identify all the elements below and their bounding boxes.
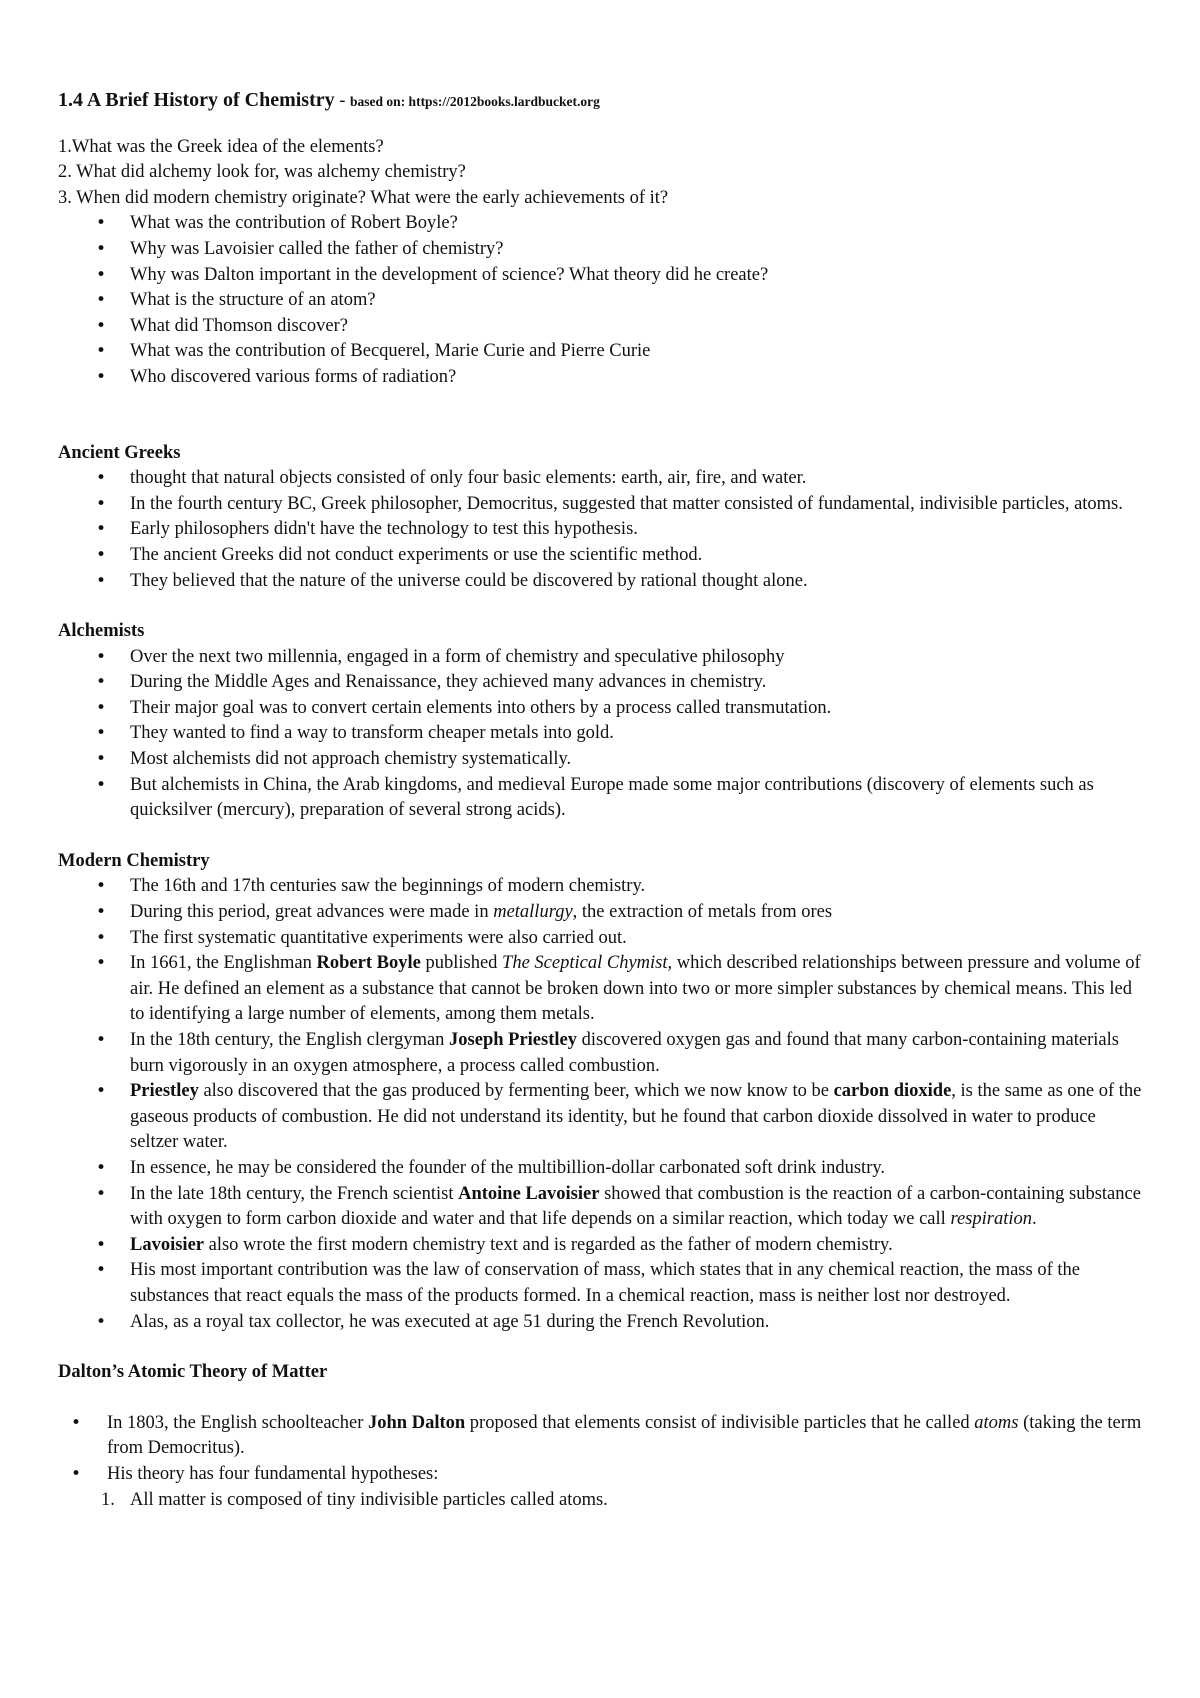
alchemists-list	[58, 645, 1148, 824]
list-item	[58, 1233, 1148, 1259]
question-item: 3. When did modern chemistry originate? What were the early achievements of it?	[58, 187, 669, 208]
list-item	[58, 926, 1148, 952]
item-text: In 1803, the English schoolteacher	[107, 1412, 368, 1433]
sub-question-list	[58, 211, 1148, 390]
name-antoine-lavoisier: Antoine Lavoisier	[458, 1183, 600, 1204]
list-item: • They believed that the nature of the universe could be discovered by rational thought alone.	[58, 569, 1148, 595]
sub-question-item: • What did Thomson discover?	[58, 314, 1148, 340]
document-content	[58, 88, 1148, 1513]
list-item	[58, 1462, 1148, 1488]
source-note: based on: https://2012books.lardbucket.org	[350, 94, 600, 109]
item-text: proposed that elements consist of indivisible particles that he called	[465, 1412, 975, 1433]
term-respiration: respiration	[950, 1209, 1032, 1230]
list-item	[58, 1258, 1148, 1309]
list-item: • In the fourth century BC, Greek philosopher, Democritus, suggested that matter consisted of fundamental, indivisible particles, atoms.	[58, 492, 1148, 518]
item-text: During this period, great advances were made in	[130, 902, 494, 923]
item-text: showed that combustion is the reaction of a carbon-containing substance with oxygen to form carbon dioxide and water and that life depends on a similar reaction, which today we call	[130, 1183, 1141, 1230]
spacer	[58, 594, 1148, 619]
hypothesis-list	[58, 1488, 1148, 1514]
spacer	[58, 391, 1148, 441]
question-item: 2. What did alchemy look for, was alchemy chemistry?	[58, 162, 466, 183]
list-item: • The ancient Greeks did not conduct experiments or use the scientific method.	[58, 543, 1148, 569]
spacer	[58, 1386, 1148, 1411]
item-text: , is the same as one of the gaseous products of combustion. He did not understand its identity, but he found that carbon dioxide dissolved in water to produce seltzer water.	[130, 1081, 1142, 1153]
title-separator: -	[334, 91, 351, 111]
list-item	[58, 951, 1148, 1028]
item-text: (taking the term from Democritus).	[107, 1412, 1142, 1459]
sub-question-item: • Why was Lavoisier called the father of chemistry?	[58, 237, 1148, 263]
item-text: also wrote the first modern chemistry text and is regarded as the father of modern chemistry.	[204, 1234, 893, 1255]
term-metallurgy: metallurgy	[493, 902, 573, 923]
document-title: 1.4 A Brief History of Chemistry	[58, 89, 335, 111]
item-text: The 16th and 17th centuries saw the beginnings of modern chemistry.	[130, 876, 646, 897]
item-text: His most important contribution was the law of conservation of mass, which states that in any chemical reaction, the mass of the substances that react equals the mass of the products formed. In a chemical reaction, mass is neither lost nor destroyed.	[130, 1260, 1080, 1306]
spacer	[58, 1335, 1148, 1360]
name-lavoisier: Lavoisier	[130, 1234, 204, 1255]
item-text: discovered oxygen gas and found that many carbon-containing materials burn vigorously in an oxygen atmosphere, a process called combustion.	[130, 1030, 1119, 1076]
list-item	[58, 1411, 1148, 1462]
item-text: His theory has four fundamental hypotheses:	[107, 1463, 439, 1484]
term-atoms: atoms	[974, 1412, 1019, 1433]
item-text: .	[1031, 1209, 1037, 1230]
dalton-list	[58, 1411, 1148, 1488]
item-text: , the extraction of metals from ores	[572, 902, 833, 923]
question-item: 1.What was the Greek idea of the elements?	[58, 136, 384, 157]
list-item	[58, 1156, 1148, 1182]
name-joseph-priestley: Joseph Priestley	[449, 1030, 577, 1050]
list-item: • Most alchemists did not approach chemistry systematically.	[58, 747, 1148, 773]
list-item: • During the Middle Ages and Renaissance, they achieved many advances in chemistry.	[58, 670, 1148, 696]
sub-question-item: • What was the contribution of Becquerel, Marie Curie and Pierre Curie	[58, 339, 1148, 365]
item-text: In 1661, the Englishman	[130, 953, 317, 974]
list-item: • But alchemists in China, the Arab kingdoms, and medieval Europe made some major contributions (discovery of elements such as quicksilver (mercury), preparation of several strong acids).	[58, 773, 1148, 824]
hypothesis-number: 1.	[101, 1489, 115, 1510]
sub-question-item: • Who discovered various forms of radiation?	[58, 365, 1148, 391]
list-item	[58, 1079, 1148, 1156]
question-list	[58, 135, 1148, 212]
book-title: The Sceptical Chymist	[502, 953, 668, 974]
list-item: • They wanted to find a way to transform cheaper metals into gold.	[58, 721, 1148, 747]
item-text: In essence, he may be considered the founder of the multibillion-dollar carbonated soft drink industry.	[130, 1157, 886, 1178]
spacer	[58, 824, 1148, 849]
name-john-dalton: John Dalton	[368, 1412, 466, 1433]
section-heading-dalton: Dalton’s Atomic Theory of Matter	[58, 1362, 328, 1383]
greeks-list	[58, 466, 1148, 594]
item-text: , which described relationships between pressure and volume of air. He defined an element as a substance that cannot be broken down into two or more simpler substances by chemical means. This led to identifying a large number of elements, among them metals.	[130, 953, 1141, 1025]
sub-question-item: • What is the structure of an atom?	[58, 288, 1148, 314]
list-item: • Their major goal was to convert certain elements into others by a process called transmutation.	[58, 696, 1148, 722]
list-item: • Over the next two millennia, engaged in a form of chemistry and speculative philosophy	[58, 645, 1148, 671]
item-text: also discovered that the gas produced by fermenting beer, which we now know to be	[198, 1081, 834, 1102]
section-heading-modern: Modern Chemistry	[58, 850, 210, 871]
hypothesis-item	[58, 1488, 1148, 1514]
sub-question-item: • What was the contribution of Robert Boyle?	[58, 211, 1148, 237]
item-text: Alas, as a royal tax collector, he was executed at age 51 during the French Revolution.	[130, 1311, 770, 1332]
name-robert-boyle: Robert Boyle	[316, 953, 421, 974]
list-item	[58, 1310, 1148, 1336]
list-item	[58, 874, 1148, 900]
term-carbon-dioxide: carbon dioxide	[833, 1081, 952, 1102]
list-item: • thought that natural objects consisted of only four basic elements: earth, air, fire, and water.	[58, 466, 1148, 492]
item-text: The first systematic quantitative experiments were also carried out.	[130, 927, 627, 948]
name-priestley: Priestley	[130, 1081, 199, 1102]
list-item	[58, 1028, 1148, 1079]
item-text: In the 18th century, the English clergyman	[130, 1030, 450, 1050]
item-text: published	[420, 953, 503, 974]
list-item: • Early philosophers didn't have the technology to test this hypothesis.	[58, 517, 1148, 543]
section-heading-alchemists: Alchemists	[58, 621, 145, 642]
list-item	[58, 900, 1148, 926]
item-text: In the late 18th century, the French scientist	[130, 1183, 459, 1204]
item-text: All matter is composed of tiny indivisible particles called atoms.	[130, 1489, 608, 1510]
document-header	[58, 88, 1148, 115]
sub-question-item: • Why was Dalton important in the development of science? What theory did he create?	[58, 263, 1148, 289]
list-item	[58, 1182, 1148, 1233]
section-heading-greeks: Ancient Greeks	[58, 442, 181, 463]
modern-list	[58, 874, 1148, 1335]
